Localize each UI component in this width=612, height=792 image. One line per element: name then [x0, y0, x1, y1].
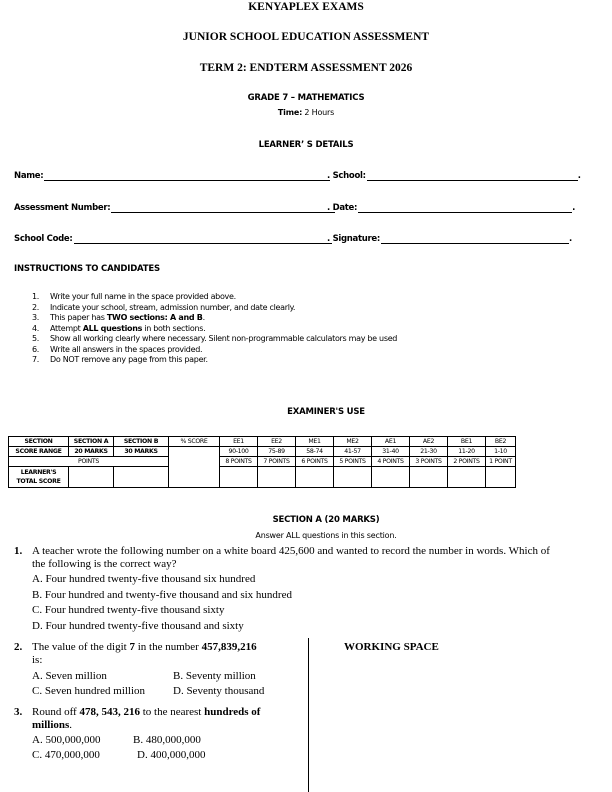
- question-number: 3.: [14, 706, 23, 718]
- name-line[interactable]: [44, 172, 330, 181]
- section-a-subtitle: Answer ALL questions in this section.: [255, 531, 397, 540]
- signature-line[interactable]: [381, 235, 569, 244]
- school-label: . School:: [327, 171, 366, 181]
- date-label: . Date:: [327, 203, 358, 213]
- option[interactable]: D. 400,000,000: [137, 749, 206, 761]
- option[interactable]: D. Four hundred twenty-five thousand and sixty: [32, 619, 244, 632]
- name-field[interactable]: [14, 171, 330, 181]
- instruction-item: 5. Show all working clearly where necessary. Silent non-programmable calculators may be used: [32, 334, 398, 343]
- instruction-item: 3. This paper has TWO sections: A and B.: [32, 313, 205, 322]
- option[interactable]: B. Seventy million: [173, 670, 256, 682]
- option[interactable]: C. 470,000,000: [32, 749, 100, 761]
- option[interactable]: A. Seven million: [32, 670, 107, 682]
- school-code-label: School Code:: [14, 234, 73, 244]
- table-row: [9, 467, 516, 488]
- question-number: 1.: [14, 545, 23, 557]
- working-space-divider: [308, 638, 309, 792]
- school-field[interactable]: . School: .: [327, 171, 581, 181]
- instructions-list: [32, 292, 397, 366]
- signature-field[interactable]: . Signature: .: [327, 234, 572, 244]
- assessment-number-label: Assessment Number:: [14, 203, 111, 213]
- examiner-table: [8, 436, 516, 488]
- working-space-area[interactable]: [314, 660, 604, 788]
- examiners-use-title: EXAMINER'S USE: [287, 407, 365, 417]
- section-a-score-cell[interactable]: [69, 467, 114, 488]
- question-1: A teacher wrote the following number on a white board 425,600 and wanted to record the number in words. Which of the following is the correct way? A. Four hundred twenty-five thousand six hundred B. Four hundred and twenty-five thousand and six hundred C. Four hundred twenty-five thousand sixty D. Four hundred twenty-five thousand and sixty: [32, 545, 612, 632]
- grade-title: GRADE 7 – MATHEMATICS: [247, 93, 365, 103]
- option[interactable]: A. 500,000,000: [32, 734, 101, 746]
- signature-label: . Signature:: [327, 234, 380, 244]
- option[interactable]: C. Seven hundred million: [32, 685, 146, 697]
- assessment-number-field[interactable]: [14, 203, 335, 213]
- option[interactable]: D. Seventy thousand: [173, 685, 265, 697]
- option[interactable]: A. Four hundred twenty-five thousand six hundred: [32, 573, 256, 585]
- school-line[interactable]: [367, 172, 578, 181]
- time-value: 2 Hours: [304, 108, 335, 117]
- option[interactable]: C. Four hundred twenty-five thousand sixty: [32, 604, 225, 616]
- assessment-number-line[interactable]: [111, 204, 335, 213]
- instruction-item: 2. Indicate your school, stream, admission number, and date clearly.: [32, 302, 296, 312]
- school-code-field[interactable]: [14, 234, 332, 244]
- instruction-item: 1. Write your full name in the space provided above.: [32, 292, 236, 301]
- percent-score-cell[interactable]: [169, 447, 220, 488]
- term-title: TERM 2: ENDTERM ASSESSMENT 2026: [199, 62, 413, 74]
- total-score-label: LEARNER'S TOTAL SCORE: [9, 467, 69, 488]
- section-b-score-cell[interactable]: [114, 467, 169, 488]
- learner-details-title: LEARNER’ S DETAILS: [258, 140, 354, 150]
- table-row: POINTS 8 POINTS 7 POINTS 6 POINTS 5 POINTS 4 POINTS 3 POINTS 2 POINTS 1 POINT: [9, 457, 516, 467]
- org-title: KENYAPLEX EXAMS: [248, 1, 364, 13]
- question-number: 2.: [14, 641, 23, 653]
- working-space-title: WORKING SPACE: [344, 641, 439, 653]
- option[interactable]: B. Four hundred and twenty-five thousand and six hundred: [32, 588, 292, 601]
- name-label: Name:: [14, 171, 44, 181]
- section-a-title: SECTION A (20 MARKS): [272, 515, 380, 525]
- date-field[interactable]: . Date: .: [327, 203, 576, 213]
- date-line[interactable]: [358, 204, 572, 213]
- table-row: SCORE RANGE 20 MARKS 30 MARKS 90-100 75-89 58-74 41-57 31-40 21-30 11-20 1-10: [9, 447, 516, 457]
- instructions-title: INSTRUCTIONS TO CANDIDATES: [14, 264, 160, 274]
- question-2: The value of the digit 7 in the number 457,839,216 is: A. Seven million B. Seventy million C. Seven hundred million D. Seventy thousand: [32, 641, 265, 697]
- option[interactable]: B. 480,000,000: [133, 734, 201, 746]
- instruction-item: 7. Do NOT remove any page from this paper.: [32, 355, 208, 364]
- assessment-title: JUNIOR SCHOOL EDUCATION ASSESSMENT: [182, 31, 430, 43]
- time-label: Time:: [277, 108, 303, 117]
- question-3: Round off 478, 543, 216 to the nearest hundreds of millions. A. 500,000,000 B. 480,000,000 C. 470,000,000 D. 400,000,000: [32, 706, 261, 761]
- instruction-item: 6. Write all answers in the spaces provided.: [32, 344, 203, 354]
- table-header-row: SECTION SECTION A SECTION B % SCORE EE1 EE2 ME1 ME2 AE1 AE2 BE1 BE2: [9, 437, 516, 447]
- time-line: [0, 108, 612, 117]
- school-code-line[interactable]: [74, 235, 332, 244]
- instruction-item: 4. Attempt ALL questions in both sections.: [32, 323, 206, 333]
